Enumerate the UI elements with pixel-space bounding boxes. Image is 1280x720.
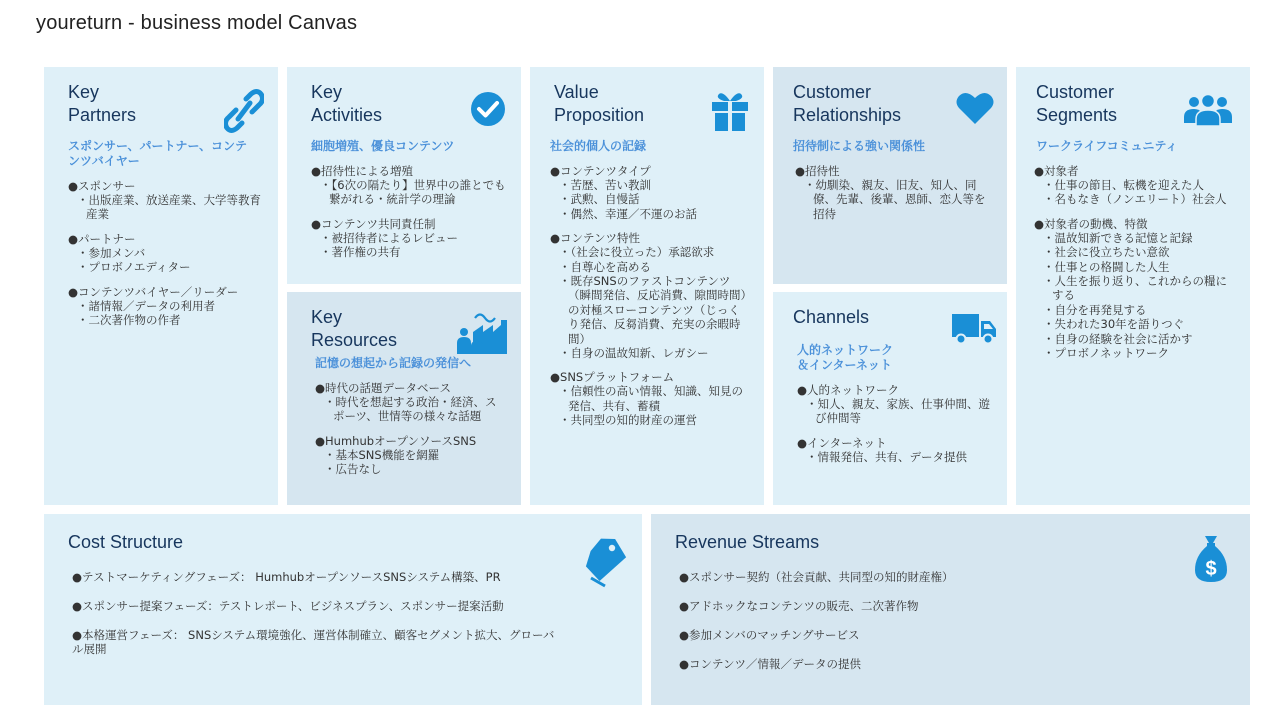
revenue-streams-title: Revenue Streams xyxy=(675,532,820,552)
heart-icon xyxy=(956,91,994,125)
customer-segments-box xyxy=(1016,67,1250,505)
price-tag-icon xyxy=(585,536,629,588)
customer-segments-title: Customer Segments xyxy=(1036,82,1118,125)
cost-structure-title: Cost Structure xyxy=(68,532,184,552)
money-bag-icon xyxy=(1193,534,1229,584)
bullet-group-heading: ●SNSプラットフォーム xyxy=(550,370,675,385)
key-activities-box xyxy=(287,67,521,284)
cost-structure-box xyxy=(44,514,642,705)
bullet-item: ・仕事との格闘した人生 xyxy=(1043,259,1170,274)
bullet-group-heading: ●対象者 xyxy=(1034,164,1079,178)
bullet-group xyxy=(550,231,764,360)
bullet-item: ・既存SNSのファストコンテンツ（瞬間発信、反応消費、隙間時間）の対極スローコンテンツ（じっくり発信、反芻消費、充実の余暇時間） xyxy=(559,274,747,346)
key-resources-groups xyxy=(311,381,521,477)
bullet-item: ・共同型の知的財産の運営 xyxy=(559,413,697,428)
cost-structure-lines xyxy=(68,570,642,656)
bullet-group-heading: ●招待性による増殖 xyxy=(311,164,414,178)
bullet-item: ・苦歴、苦い教訓 xyxy=(559,178,651,192)
bullet-line: ●スポンサー契約（社会貢献、共同型の知的財産権） xyxy=(679,570,954,584)
truck-icon xyxy=(951,310,997,346)
bullet-item: ・武勲、自慢話 xyxy=(559,192,640,207)
bullet-item: ・被招待者によるレビュー xyxy=(320,230,458,245)
key-activities-groups xyxy=(311,164,521,260)
bullet-group-heading: ●対象者の動機、特徴 xyxy=(1034,216,1148,231)
bullet-item: ・人生を振り返り、これからの糧にする xyxy=(1043,274,1227,303)
bullet-item: ・（社会に役立った）承認欲求 xyxy=(559,245,715,260)
bullet-line: ●テストマーケティングフェーズ： HumhubオープンソースSNSシステム構築、PR xyxy=(72,570,501,584)
bullet-item: ・広告なし xyxy=(324,462,382,477)
bullet-group-heading: ●パートナー xyxy=(68,231,136,246)
bullet-item: ・自尊心を高める xyxy=(559,259,651,274)
key-partners-subtitle: スポンサー、パートナー、コンテ ンツバイヤー xyxy=(68,139,248,168)
bullet-item: ・仕事の節目、転機を迎えた人 xyxy=(1043,178,1204,192)
key-partners-box xyxy=(44,67,278,505)
bullet-group xyxy=(797,436,1007,464)
bullet-item: ・著作権の共有 xyxy=(320,245,401,260)
bullet-item: ・幼馴染、親友、旧友、知人、同僚、先輩、後輩、恩師、恋人等を招待 xyxy=(804,178,986,221)
bullet-group xyxy=(1034,217,1250,361)
bullet-item: ・名もなき（ノンエリート）社会人 xyxy=(1043,192,1227,207)
bullet-group xyxy=(315,434,521,477)
link-icon xyxy=(224,89,264,133)
customer-relationships-box xyxy=(773,67,1007,284)
key-partners-groups xyxy=(68,179,278,327)
key-resources-subtitle: 記憶の想起から記録の発信へ xyxy=(315,356,472,370)
customer-relationships-title: Customer Relationships xyxy=(793,82,902,125)
check-circle-icon xyxy=(470,91,506,127)
bullet-group xyxy=(68,232,278,275)
bullet-group xyxy=(311,217,521,260)
key-resources-box xyxy=(287,292,521,505)
channels-title: Channels xyxy=(793,307,870,327)
bullet-line: ●本格運営フェーズ： SNSシステム環境強化、運営体制確立、顧客セグメント拡大、グローバル展開 xyxy=(72,628,555,656)
bullet-line: ●アドホックなコンテンツの販売、二次著作物 xyxy=(679,599,919,613)
value-proposition-subtitle: 社会的個人の記録 xyxy=(550,139,647,153)
bullet-group-heading: ●スポンサー xyxy=(68,179,136,193)
gift-icon xyxy=(711,91,749,131)
bullet-item: ・温故知新できる記憶と記録 xyxy=(1043,230,1193,245)
bullet-group xyxy=(68,179,278,222)
bullet-item: ・プロボノエディター xyxy=(77,260,191,275)
revenue-streams-lines xyxy=(675,570,1250,671)
people-group-icon xyxy=(1184,93,1232,127)
bullet-item: ・偶然、幸運／不運のお話 xyxy=(559,206,697,221)
bullet-group xyxy=(68,285,278,328)
value-proposition-box xyxy=(530,67,764,505)
bullet-item: ・出版産業、放送産業、大学等教育産業 xyxy=(77,193,261,222)
bullet-group xyxy=(550,370,764,427)
bullet-group-heading: ●コンテンツ共同責任制 xyxy=(311,216,436,231)
bullet-group xyxy=(795,164,1007,221)
key-partners-title: Key Partners xyxy=(68,82,137,125)
key-activities-subtitle: 細胞増殖、優良コンテンツ xyxy=(311,139,455,153)
factory-people-icon xyxy=(455,310,509,354)
bullet-group-heading: ●インターネット xyxy=(797,435,887,450)
bullet-group xyxy=(1034,164,1250,207)
channels-groups xyxy=(797,383,1007,464)
bullet-group-heading: ●コンテンツタイプ xyxy=(550,164,651,178)
value-proposition-groups xyxy=(550,164,764,428)
bullet-item: ・自身の経験を社会に活かす xyxy=(1043,331,1193,346)
bullet-item: ・信頼性の高い情報、知識、知見の発信、共有、蓄積 xyxy=(559,384,743,413)
customer-segments-subtitle: ワークライフコミュニティ xyxy=(1036,139,1178,153)
bullet-group xyxy=(315,381,521,424)
bullet-item: ・自分を再発見する xyxy=(1043,302,1147,317)
key-activities-title: Key Activities xyxy=(311,82,383,125)
bullet-line: ●コンテンツ／情報／データの提供 xyxy=(679,657,861,671)
svg-text:$: $ xyxy=(1205,558,1217,580)
bullet-group-heading: ●コンテンツバイヤー／リーダー xyxy=(68,284,239,299)
bullet-line: ●参加メンバのマッチングサービス xyxy=(679,628,860,642)
bullet-item: ・プロボノネットワーク xyxy=(1043,346,1170,361)
bullet-item: ・自身の温故知新、レガシー xyxy=(559,346,709,361)
bullet-item: ・社会に役立ちたい意欲 xyxy=(1043,245,1170,260)
customer-relationships-groups xyxy=(795,164,1007,221)
bullet-item: ・知人、親友、家族、仕事仲間、遊び仲間等 xyxy=(806,397,990,426)
bullet-line: ●スポンサー提案フェーズ：テストレポート、ビジネスプラン、スポンサー提案活動 xyxy=(72,599,504,613)
bullet-item: ・参加メンバ xyxy=(77,245,146,260)
bullet-group xyxy=(550,164,764,221)
bullet-group xyxy=(797,383,1007,426)
bullet-item: ・時代を想起する政治・経済、スポーツ、世情等の様々な話題 xyxy=(324,395,497,424)
revenue-streams-box xyxy=(651,514,1250,705)
bullet-group-heading: ●招待性 xyxy=(795,164,840,178)
bullet-item: ・【6次の隔たり】世界中の誰とでも繋がれる・統計学の理論 xyxy=(320,178,506,207)
bullet-item: ・基本SNS機能を網羅 xyxy=(324,447,440,462)
customer-relationships-subtitle: 招待制による強い関係性 xyxy=(793,139,926,153)
channels-box xyxy=(773,292,1007,505)
bullet-group-heading: ●人的ネットワーク xyxy=(797,383,900,397)
bullet-item: ・二次著作物の作者 xyxy=(77,313,181,328)
value-proposition-title: Value Proposition xyxy=(554,82,645,125)
key-resources-title: Key Resources xyxy=(311,307,398,350)
customer-segments-groups xyxy=(1034,164,1250,360)
bullet-group-heading: ●コンテンツ特性 xyxy=(550,231,640,246)
channels-subtitle: 人的ネットワーク ＆インターネット xyxy=(797,343,894,372)
bullet-group-heading: ●HumhubオープンソースSNS xyxy=(315,433,477,448)
bullet-group xyxy=(311,164,521,207)
bullet-item: ・情報発信、共有、データ提供 xyxy=(806,449,967,464)
page-title: youreturn - business model Canvas xyxy=(36,12,358,34)
bullet-group-heading: ●時代の話題データベース xyxy=(315,381,451,395)
bullet-item: ・失われた30年を語りつぐ xyxy=(1043,317,1185,332)
bullet-item: ・諸情報／データの利用者 xyxy=(77,298,215,313)
